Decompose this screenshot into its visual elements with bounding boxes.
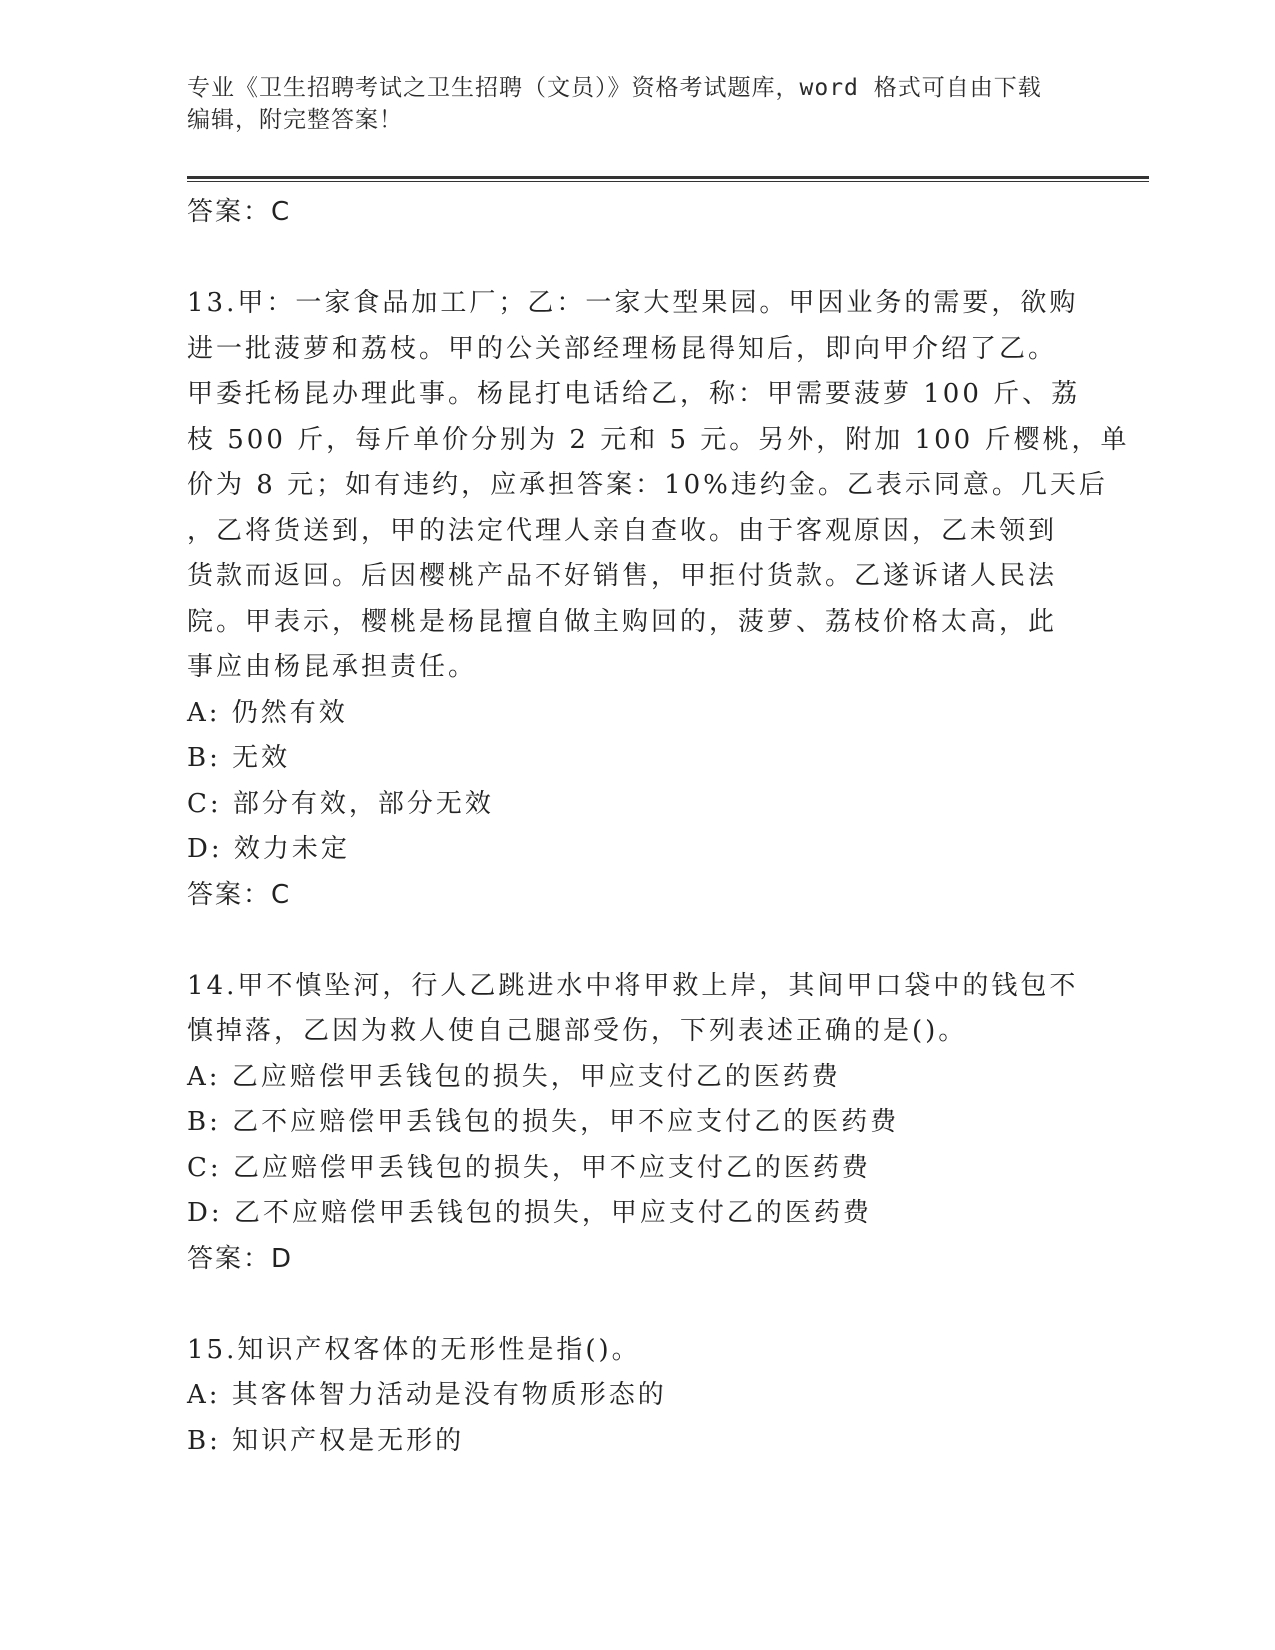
question-13-answer: 答案：C — [187, 879, 292, 910]
question-14-option-d: D: 乙不应赔偿甲丢钱包的损失，甲应支付乙的医药费 — [187, 1198, 872, 1228]
header-rule-thick — [187, 176, 1149, 179]
header-rule-thin — [187, 181, 1149, 182]
question-13-option-a: A: 仍然有效 — [187, 697, 348, 728]
question-14 — [187, 964, 1087, 1283]
question-13-line: 甲委托杨昆办理此事。杨昆打电话给乙，称：甲需要菠萝 100 斤、荔 — [187, 379, 1081, 409]
question-14-option-a: A: 乙应赔偿甲丢钱包的损失，甲应支付乙的医药费 — [187, 1061, 841, 1092]
question-15-option-a: A: 其客体智力活动是没有物质形态的 — [187, 1380, 667, 1410]
question-13-option-c: C: 部分有效，部分无效 — [187, 788, 494, 819]
question-15-line: 15.知识产权客体的无形性是指()。 — [187, 1334, 641, 1365]
question-13-line: 枝 500 斤，每斤单价分别为 2 元和 5 元。另外，附加 100 斤樱桃，单 — [187, 424, 1130, 455]
question-14-option-b: B: 乙不应赔偿甲丢钱包的损失，甲不应支付乙的医药费 — [187, 1107, 900, 1137]
spacer — [187, 1282, 1087, 1328]
question-15 — [187, 1328, 1087, 1465]
question-13-option-d: D: 效力未定 — [187, 834, 350, 864]
spacer — [187, 918, 1087, 964]
question-14-line: 慎掉落，乙因为救人使自己腿部受伤，下列表述正确的是()。 — [187, 1016, 968, 1046]
document-header — [187, 72, 1067, 136]
question-15-option-b: B: 知识产权是无形的 — [187, 1425, 465, 1456]
answer-previous: 答案：C — [187, 197, 292, 227]
header-line-1: 专业《卫生招聘考试之卫生招聘（文员）》资格考试题库，word 格式可自由下载 — [187, 75, 1042, 101]
spacer — [187, 236, 1087, 282]
header-line-2: 编辑，附完整答案！ — [187, 107, 403, 133]
question-13-line: 13.甲：一家食品加工厂；乙：一家大型果园。甲因业务的需要，欲购 — [187, 288, 1079, 318]
question-14-answer: 答案：D — [187, 1243, 294, 1274]
question-13-line: 事应由杨昆承担责任。 — [187, 652, 478, 682]
question-14-line: 14.甲不慎坠河，行人乙跳进水中将甲救上岸，其间甲口袋中的钱包不 — [187, 970, 1079, 1001]
question-13 — [187, 281, 1130, 918]
question-content — [187, 190, 1130, 1464]
question-13-line: 进一批菠萝和荔枝。甲的公关部经理杨昆得知后，即向甲介绍了乙。 — [187, 333, 1058, 364]
question-14-option-c: C: 乙应赔偿甲丢钱包的损失，甲不应支付乙的医药费 — [187, 1152, 871, 1183]
question-13-line: 货款而返回。后因樱桃产品不好销售，甲拒付货款。乙遂诉诸人民法 — [187, 561, 1058, 591]
question-13-line: ，乙将货送到，甲的法定代理人亲自查收。由于客观原因，乙未领到 — [187, 515, 1058, 546]
question-13-line: 院。甲表示，樱桃是杨昆擅自做主购回的，菠萝、荔枝价格太高，此 — [187, 606, 1058, 637]
question-13-line: 价为 8 元；如有违约，应承担答案：10%违约金。乙表示同意。几天后 — [187, 470, 1108, 500]
question-13-option-b: B: 无效 — [187, 743, 291, 773]
